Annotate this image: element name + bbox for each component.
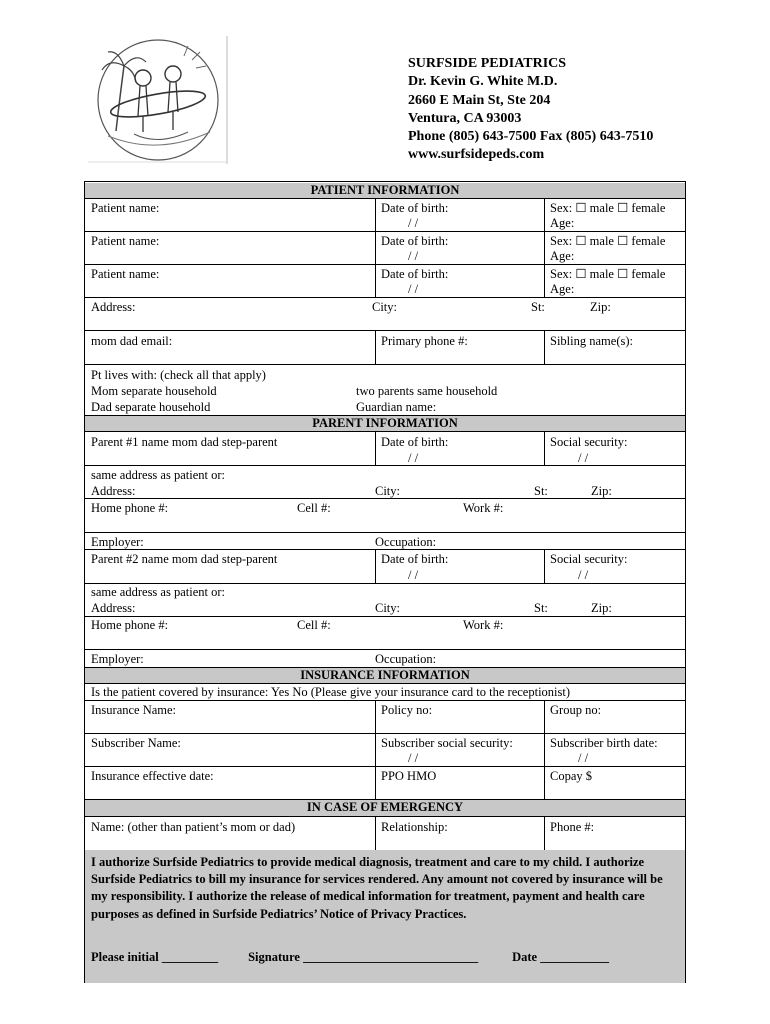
parent2-name-field[interactable]: Parent #2 name mom dad step-parent — [91, 552, 278, 566]
parent1-city-field[interactable]: City: — [375, 484, 401, 498]
parent2-occupation-field[interactable]: Occupation: — [375, 652, 437, 666]
practice-street: 2660 E Main St, Ste 204 — [408, 92, 551, 108]
parent1-work-field[interactable]: Work #: — [463, 501, 504, 515]
practice-phone: Phone (805) 643-7500 Fax (805) 643-7510 — [408, 129, 654, 145]
mom-separate-checkbox[interactable]: Mom separate household — [91, 384, 217, 398]
section-patient-information: PATIENT INFORMATION — [85, 183, 685, 198]
parent1-name-field[interactable]: Parent #1 name mom dad step-parent — [91, 435, 278, 449]
guardian-checkbox[interactable]: Guardian name: — [356, 400, 437, 414]
parent-email-field[interactable]: mom dad email: — [91, 334, 173, 348]
practice-name: SURFSIDE PEDIATRICS — [408, 56, 567, 71]
parent2-address-field[interactable]: Address: — [91, 601, 136, 615]
sibling-names-field[interactable]: Sibling name(s): — [550, 334, 633, 348]
practice-website: www.surfsidepeds.com — [408, 147, 545, 163]
age-field-2[interactable]: Age: — [550, 249, 575, 263]
signature-field[interactable]: Signature ____________________________ — [248, 950, 479, 964]
subscriber-birth-field[interactable]: / / — [578, 751, 589, 765]
dob-label-1: Date of birth: — [381, 201, 449, 215]
practice-header — [408, 55, 653, 165]
authorization-section — [85, 850, 685, 983]
policy-no-field[interactable]: Policy no: — [381, 703, 433, 717]
subscriber-birth-label: Subscriber birth date: — [550, 736, 658, 750]
practice-city: Ventura, CA 93003 — [408, 110, 522, 126]
parent2-dob-label: Date of birth: — [381, 552, 449, 566]
parent1-dob-field[interactable]: / / — [408, 451, 419, 465]
parent2-employer-field[interactable]: Employer: — [91, 652, 144, 666]
age-field-1[interactable]: Age: — [550, 216, 575, 230]
parent1-same-address-checkbox[interactable]: same address as patient or: — [91, 468, 225, 482]
authorization-text: I authorize Surfside Pediatrics to provide medical diagnosis, treatment and care to my child. I authorize Surfside Pediatrics to bill my insurance for services rendered. Any amount not covered by insurance will be my responsibility. I authorize the release of medical information for treatment, payment and health care purposes as defined in Surfside Pediatrics’ Notice of Privacy Practices. — [91, 855, 663, 921]
emergency-name-field[interactable]: Name: (other than patient’s mom or dad) — [91, 820, 296, 834]
dad-separate-checkbox[interactable]: Dad separate household — [91, 400, 211, 414]
dob-field-2[interactable]: / / — [408, 249, 419, 263]
age-field-3[interactable]: Age: — [550, 282, 575, 296]
copay-field[interactable]: Copay $ — [550, 769, 593, 783]
parent1-address-field[interactable]: Address: — [91, 484, 136, 498]
patient-state-field[interactable]: St: — [531, 300, 545, 314]
parent1-occupation-field[interactable]: Occupation: — [375, 535, 437, 549]
section-emergency: IN CASE OF EMERGENCY — [85, 800, 685, 816]
sex-field-2[interactable]: Sex: ☐ male ☐ female — [550, 234, 666, 248]
parent1-cell-field[interactable]: Cell #: — [297, 501, 331, 515]
emergency-relationship-field[interactable]: Relationship: — [381, 820, 448, 834]
parent1-ss-field[interactable]: / / — [578, 451, 589, 465]
sex-field-3[interactable]: Sex: ☐ male ☐ female — [550, 267, 666, 281]
dob-label-3: Date of birth: — [381, 267, 449, 281]
section-parent-information: PARENT INFORMATION — [85, 416, 685, 431]
parent1-employer-field[interactable]: Employer: — [91, 535, 144, 549]
dob-label-2: Date of birth: — [381, 234, 449, 248]
ppo-hmo-checkboxes[interactable]: PPO HMO — [381, 769, 437, 783]
parent1-dob-label: Date of birth: — [381, 435, 449, 449]
surfside-logo — [88, 36, 230, 164]
dob-field-1[interactable]: / / — [408, 216, 419, 230]
insurance-name-field[interactable]: Insurance Name: — [91, 703, 177, 717]
parent2-state-field[interactable]: St: — [534, 601, 548, 615]
lives-with-label: Pt lives with: (check all that apply) — [91, 368, 266, 382]
patient-city-field[interactable]: City: — [372, 300, 398, 314]
subscriber-ss-field[interactable]: / / — [408, 751, 419, 765]
patient-name-field-1[interactable]: Patient name: — [91, 201, 160, 215]
parent2-home-phone-field[interactable]: Home phone #: — [91, 618, 169, 632]
patient-zip-field[interactable]: Zip: — [590, 300, 611, 314]
subscriber-ss-label: Subscriber social security: — [381, 736, 513, 750]
group-no-field[interactable]: Group no: — [550, 703, 602, 717]
patient-address-field[interactable]: Address: — [91, 300, 136, 314]
sex-field-1[interactable]: Sex: ☐ male ☐ female — [550, 201, 666, 215]
parent1-zip-field[interactable]: Zip: — [591, 484, 612, 498]
date-field[interactable]: Date ___________ — [512, 950, 609, 964]
doctor-name: Dr. Kevin G. White M.D. — [408, 74, 558, 90]
parent2-ss-label: Social security: — [550, 552, 628, 566]
insurance-covered-field[interactable]: Is the patient covered by insurance: Yes No (Please give your insurance card to the receptionist) — [91, 685, 571, 699]
parent1-home-phone-field[interactable]: Home phone #: — [91, 501, 169, 515]
initial-field[interactable]: Please initial _________ — [91, 950, 219, 964]
parent1-state-field[interactable]: St: — [534, 484, 548, 498]
parent2-cell-field[interactable]: Cell #: — [297, 618, 331, 632]
dob-field-3[interactable]: / / — [408, 282, 419, 296]
emergency-phone-field[interactable]: Phone #: — [550, 820, 595, 834]
parent2-ss-field[interactable]: / / — [578, 568, 589, 582]
parent2-dob-field[interactable]: / / — [408, 568, 419, 582]
parent2-zip-field[interactable]: Zip: — [591, 601, 612, 615]
section-insurance-information: INSURANCE INFORMATION — [85, 668, 685, 683]
parent1-ss-label: Social security: — [550, 435, 628, 449]
registration-form — [84, 181, 686, 983]
insurance-effective-date-field[interactable]: Insurance effective date: — [91, 769, 214, 783]
parent2-city-field[interactable]: City: — [375, 601, 401, 615]
primary-phone-field[interactable]: Primary phone #: — [381, 334, 468, 348]
subscriber-name-field[interactable]: Subscriber Name: — [91, 736, 181, 750]
parent2-work-field[interactable]: Work #: — [463, 618, 504, 632]
parent2-same-address-checkbox[interactable]: same address as patient or: — [91, 585, 225, 599]
two-parents-checkbox[interactable]: two parents same household — [356, 384, 498, 398]
patient-name-field-2[interactable]: Patient name: — [91, 234, 160, 248]
patient-name-field-3[interactable]: Patient name: — [91, 267, 160, 281]
